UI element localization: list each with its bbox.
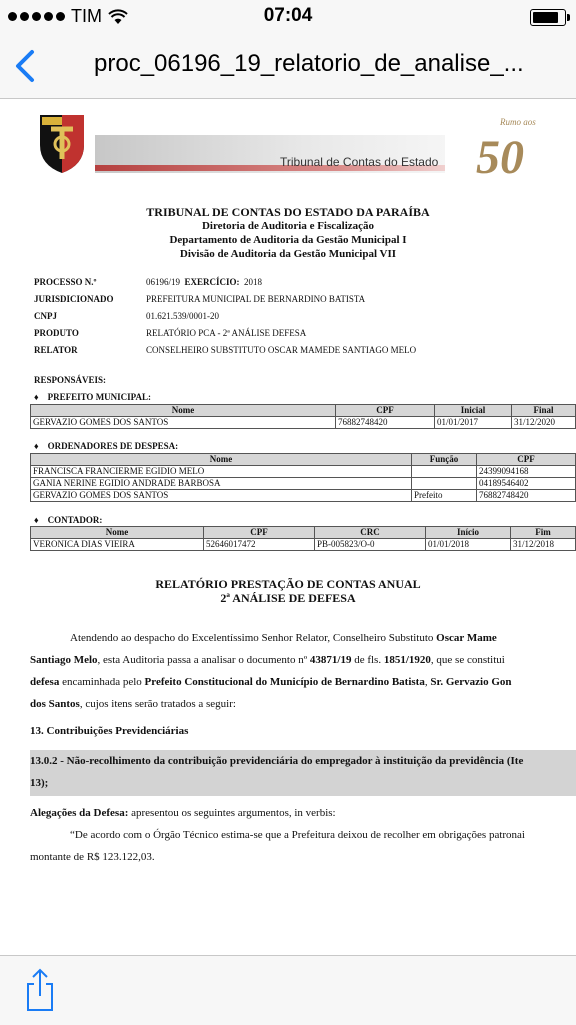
logo-number: 50 — [476, 131, 524, 181]
table-cell — [412, 466, 477, 478]
table-header-row — [31, 454, 576, 466]
report-title-line: 2ª ANÁLISE DE DEFESA — [220, 591, 356, 605]
header-org-name: Tribunal de Contas do Estado — [280, 155, 439, 169]
back-chevron-icon[interactable] — [10, 46, 40, 86]
section-label: ORDENADORES DE DESPESA: — [47, 441, 179, 451]
bottom-toolbar — [0, 955, 576, 1025]
battery-level — [533, 12, 558, 23]
table-cell: 31/12/2018 — [511, 539, 576, 551]
text-run: apresentou os seguintes argumentos, in verbis: — [128, 807, 336, 819]
table-header-row — [31, 527, 576, 539]
navigation-bar — [0, 34, 576, 99]
ordenadores-heading: ♦ ORDENADORES DE DESPESA: — [34, 441, 179, 451]
document-viewer[interactable] — [0, 99, 576, 955]
quote-line: montante de R$ 123.122,03. — [30, 851, 155, 863]
responsaveis-heading: RESPONSÁVEIS: — [34, 375, 107, 385]
meta-key: RELATOR — [34, 345, 78, 355]
table-cell: 76882748420 — [336, 417, 435, 429]
tce-crest-logo — [36, 111, 88, 175]
column-header: Início — [426, 527, 511, 539]
defense-allegations — [30, 802, 525, 868]
meta-value: 2018 — [244, 277, 263, 287]
meta-key: PRODUTO — [34, 328, 79, 338]
meta-value: CONSELHEIRO SUBSTITUTO OSCAR MAMEDE SANTIAGO MELO — [146, 345, 417, 355]
text-run: Sr. Gervazio Gon — [430, 676, 512, 688]
text-run: , — [424, 676, 431, 688]
section-heading: 13. Contribuições Previdenciárias — [30, 725, 189, 737]
carrier-name: TIM — [71, 6, 102, 26]
column-header: Final — [512, 405, 576, 417]
table-row — [31, 466, 576, 478]
table-cell: PB-005823/O-0 — [315, 539, 426, 551]
report-title-line: RELATÓRIO PRESTAÇÃO DE CONTAS ANUAL — [155, 577, 421, 591]
section-label: CONTADOR: — [47, 515, 103, 525]
fifty-years-logo — [470, 111, 554, 181]
text-run: Santiago Melo — [30, 654, 98, 666]
table-cell: VERONICA DIAS VIEIRA — [31, 539, 204, 551]
text-run: , cujos itens serão tratados a seguir: — [79, 698, 236, 710]
battery-icon — [530, 9, 566, 26]
table-cell: GERVAZIO GOMES DOS SANTOS — [31, 417, 336, 429]
report-title — [0, 577, 576, 605]
table-cell: 76882748420 — [477, 490, 576, 502]
text-run: Alegações da Defesa: — [30, 807, 129, 819]
column-header: Fim — [511, 527, 576, 539]
clock: 07:04 — [263, 5, 313, 26]
column-header: Nome — [31, 454, 412, 466]
text-run: 43871/19 — [309, 654, 352, 666]
document-title: proc_06196_19_relatorio_de_analise_... — [94, 50, 524, 77]
institution-title — [0, 205, 576, 261]
meta-key: JURISDICIONADO — [34, 294, 114, 304]
title-line-1: TRIBUNAL DE CONTAS DO ESTADO DA PARAÍBA — [146, 205, 430, 219]
process-metadata — [34, 277, 416, 362]
table-row — [31, 490, 576, 502]
table-cell: 01/01/2017 — [435, 417, 512, 429]
table-cell: GANIA NERINE EGIDIO ANDRADE BARBOSA — [31, 478, 412, 490]
text-run: Oscar Mame — [436, 632, 497, 644]
meta-key: PROCESSO N.º — [34, 277, 97, 287]
column-header: Inicial — [435, 405, 512, 417]
table-cell: 24399094168 — [477, 466, 576, 478]
contador-table — [30, 526, 576, 551]
quote-line: “De acordo com o Órgão Técnico estima-se que a Prefeitura deixou de recolher em obrigações patronai — [70, 829, 525, 841]
title-line-3: Departamento de Auditoria da Gestão Municipal I — [169, 234, 407, 246]
meta-value: 06196/19 — [146, 277, 181, 287]
table-header-row — [31, 405, 576, 417]
title-line-2: Diretoria de Auditoria e Fiscalização — [201, 220, 375, 232]
table-cell: Prefeito — [412, 490, 477, 502]
ordenadores-table — [30, 453, 576, 502]
meta-value: PREFEITURA MUNICIPAL DE BERNARDINO BATISTA — [146, 294, 366, 304]
column-header: CRC — [315, 527, 426, 539]
table-cell: 52646017472 — [204, 539, 315, 551]
text-run: encaminhada pelo — [59, 676, 145, 688]
text-run: defesa — [30, 676, 60, 688]
column-header: Nome — [31, 405, 336, 417]
table-row — [31, 417, 576, 429]
text-run: Prefeito Constitucional do Município de Bernardino Batista — [144, 676, 425, 688]
column-header: CPF — [204, 527, 315, 539]
item-line: 13.0.2 - Não-recolhimento da contribuição previdenciária do empregador à instituição da previdência (Ite — [30, 755, 524, 767]
column-header: CPF — [336, 405, 435, 417]
table-cell: 04189546402 — [477, 478, 576, 490]
table-cell: 31/12/2020 — [512, 417, 576, 429]
irregularity-item — [30, 750, 576, 796]
text-run: dos Santos — [30, 698, 80, 710]
meta-value: RELATÓRIO PCA - 2ª ANÁLISE DEFESA — [146, 328, 307, 338]
table-row — [31, 539, 576, 551]
text-run: , que se constitui — [430, 654, 505, 666]
column-header: Nome — [31, 527, 204, 539]
contador-heading: ♦ CONTADOR: — [34, 515, 103, 525]
table-cell: 01/01/2018 — [426, 539, 511, 551]
table-cell: FRANCISCA FRANCIERME EGIDIO MELO — [31, 466, 412, 478]
meta-key: CNPJ — [34, 311, 57, 321]
meta-key: EXERCÍCIO: — [184, 277, 240, 287]
logo-caption: Rumo aos — [500, 117, 536, 127]
text-run: de fls. — [351, 654, 384, 666]
text-run: Atendendo ao despacho do Excelentíssimo Senhor Relator, Conselheiro Substituto — [70, 632, 437, 644]
prefeito-table — [30, 404, 576, 429]
text-run: 1851/1920 — [383, 654, 431, 666]
meta-value: 01.621.539/0001-20 — [146, 311, 219, 321]
text-run: , esta Auditoria passa a analisar o documento nº — [97, 654, 310, 666]
column-header: Função — [412, 454, 477, 466]
title-line-4: Divisão de Auditoria da Gestão Municipal VII — [179, 248, 397, 260]
intro-paragraph — [30, 627, 576, 715]
prefeito-heading: ♦ PREFEITO MUNICIPAL: — [34, 392, 152, 402]
item-line: 13); — [30, 777, 49, 789]
table-cell: GERVAZIO GOMES DOS SANTOS — [31, 490, 412, 502]
share-icon[interactable] — [24, 968, 56, 1012]
table-row — [31, 478, 576, 490]
column-header: CPF — [477, 454, 576, 466]
status-bar — [0, 0, 576, 34]
section-label: PREFEITO MUNICIPAL: — [47, 392, 152, 402]
table-cell — [412, 478, 477, 490]
